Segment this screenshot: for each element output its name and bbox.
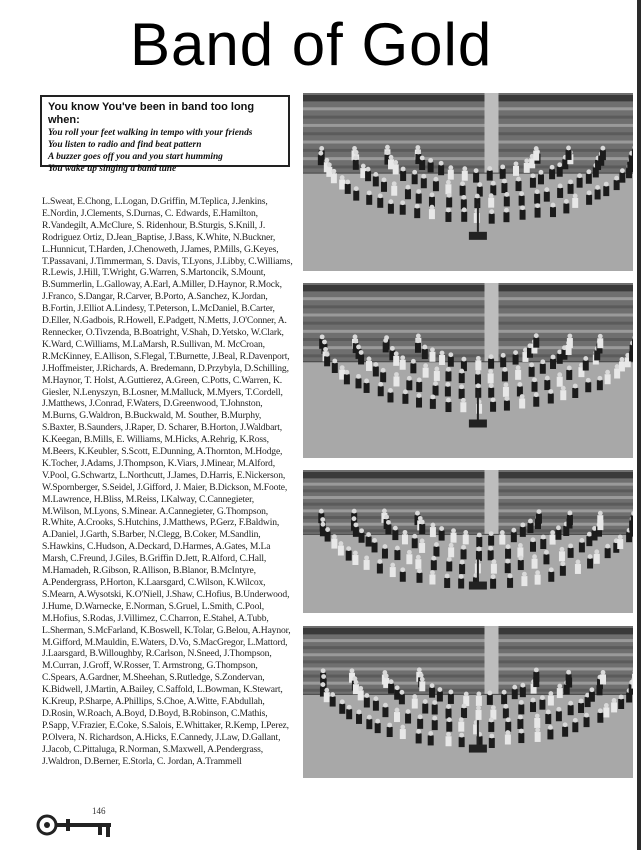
quote-line: You wake up singing a band tune [48, 164, 177, 174]
band-photo-3 [303, 470, 633, 613]
member-names-list: L.Sweat, E.Chong, L.Logan, D.Griffin, M.Teplica, J.Jenkins, E.Nordin, J.Clements, S.Durnas, C. Edwards, E.Hamilton, R.Vandegilt, A.McClure, S. Ridenhour, B.Sturgis, S.Knill, J. Rodriguez Ortiz, D.Jean_Baptise, J.Bass, K.White, N.Buckner, L.Hunnicut, T.Harden, J.Chenoweth, J.James, P.Mills, G.Keyes, T.Passavani, J.Timmerman, S. Davis, T.Lyons, J.Libby, C.Williams, R.Lewis, J.Hill, T.Wright, G.Warren, S.Martoncik, S.Mount, B.Summerlin, L.Galloway, A.Earl, A.Miller, D.Haynor, R.Mock, J.Franco, S.Dangar, R.Carver, B.Porto, A.Sanchez, K.Jordan, B.Fortin, J.Elliot A.Lindesy, T.Peterson, L.McDaniel, B.Carter, D.Eller, N.Gadbois, R.Howell, E.Padgett, N.Metts, J.O'Conner, A. Rennecker, O.Tivzenda, B.Boatright, V.Shah, D.Yetsko, W.Clark, K.Ward, C.Williams, M.LaMarsh, R.Sullivan, M. McCroan, R.McKinney, E.Allison, S.Flegal, T.Burnette, J.Beal, R.Davenport, J.Hoffmeister, J.Richards, A. Bredemann, D.Przybyla, D.Schilling, M.Haynor, T. Holst, A.Guttierez, A.Green, C.Potts, C.Warren, K. Giesler, N.Lenyszyn, B.Losner, M.Malluck, M.Myers, T.Cordell, J.Matthews, J.Conrad, F.Waters, D.Greenwood, T.Johnston, M.Burns, G.Waldron, B.Buckwald, M. Souther, B.Murphy, S.Baxter, B.Saunders, J.Raper, D. Scharer, B.Horton, J.Waldbart, K.Keegan, B.Mills, E. Williams, M.Hicks, A.Rehrig, K.Ross, M.Beers, K.Keubler, S.Scott, E.Dunning, A.Thornton, M.Hodge, K.Tocher, J.Adams, J.Thompson, K.Viars, J.Minear, M.Alford, V.Pool, G.Schwartz, L.Northcutt, J.James, D.Harris, E.Nickerson, W.Spornberger, S.Seidel, J.Gifford, J. Maier, B.Dickson, M.Foote, M.Lawrence, H.Bliss, M.Reiss, I.Kalway, C.Cannegieter, M.Wilson, M.Lyons, S.Minear. A.Cannegieter, G.Thompson, R.White, A.Crooks, S.Hutchins, J.Matthews, P.Gerz, F.Baldwin, A.Daniel, J.Garth, S.Barber, N.Clegg, B.Coker, M.Sandlin, S.Hawkins, C.Hudson, A.Deckard, D.Harmes, A.Gates, M.La Marsh, C.Freund, J.Giles, B.Griffin D.Jett, R.Alford, C.Hall, M.Hamadeh, R.Gibson, R.Allison, B.Blanor, B.McIntyre, A.Pendergrass, P.Horton, K.Laarsgard, C.Wilson, K.Wilcox, S.Mearn, A.Wysotski, K.O'Niell, J.Shaw, C.Hofius, B.Underwood, J.Hume, D.Warnecke, E.Norman, S.Gruel, L.Smith, C.Pool, M.Hofius, S.Rodas, J.Villimez, C.Charron, E.Stahel, A.Tubb, L.Sherman, S.McFarland, K.Boswell, K.Tolar, G.Belou, A.Haynor, M.Gifford, M.Mauldin, E.Waters, D.Vo, S.MacGregor, L.Mattord, J.Laarsgard, B.Willoughby, R.Carlson, N.Sneed, J.Thompson, M.Curran, J.Groff, W.Rosser, T. Armstrong, G.Thompson, C.Spears, A.Gardner, M.Sheehan, S.Rutledge, S.Zondervan, K.Bidwell, J.Martin, A.Bailey, C.Saffold, L.Bowman, K.Stewart, K.Kreup, P.Sharpe, A.Phillips, S.Choe, A.Witte, F.Abdullah, D.Rosin, W.Roach, A.Boyd, D.Boyd, B.Robinson, C.Mathis, P.Sapp, V.Frazier, E.Coke, S.Salois, E.Whittaker, R.Kemp, I.Perez, P.Olvera, N. Richardson, A.Hicks, E.Cannedy, J.Law, D.Gallant, J.Jacob, C.Pittaluga, R.Norman, S.Maxwell, A.Pendergrass, J.Waldron, D.Berner, E.Storla, C. Jordan, A.Trammell [42, 196, 293, 767]
quote-line: You listen to radio and find beat pattern [48, 140, 202, 150]
band-photo-4 [303, 626, 633, 778]
quote-heading: You know You've been in band too long when: [48, 101, 255, 126]
quote-line: A buzzer goes off you and you start humming [48, 152, 223, 162]
band-photo-2 [303, 283, 633, 458]
band-photo-art [303, 626, 633, 778]
page-edge [637, 0, 641, 850]
band-photo-art [303, 470, 633, 613]
quote-box [40, 95, 290, 174]
band-photo-art [303, 283, 633, 458]
band-photo-1 [303, 93, 633, 271]
page-title: Band of Gold [130, 11, 493, 78]
band-photo-art [303, 93, 633, 271]
quote-line: You roll your feet walking in tempo with your friends [48, 128, 253, 138]
page-number: 146 [92, 806, 106, 816]
